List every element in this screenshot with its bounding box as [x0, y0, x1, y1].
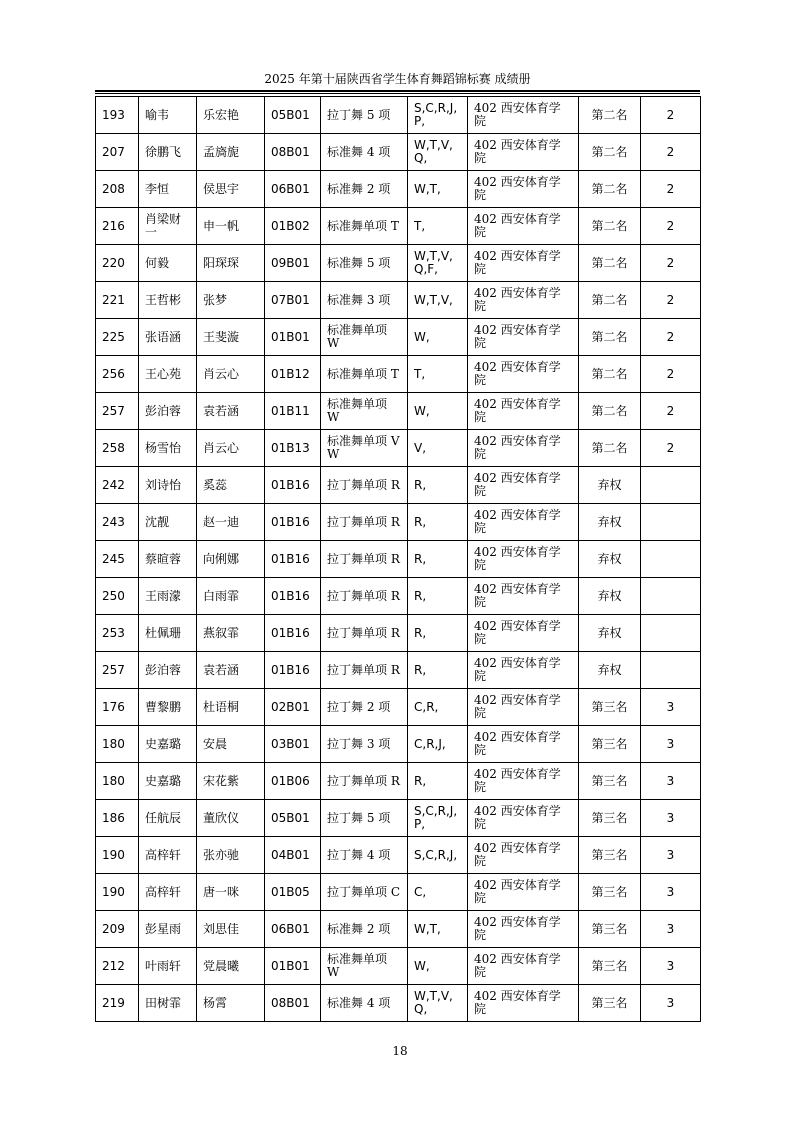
event-cell: 拉丁舞 3 项	[321, 726, 408, 763]
leader-name-cell: 王雨濛	[139, 578, 197, 615]
unit-cell: 402 西安体育学院	[468, 393, 579, 430]
rank-cell: 2	[641, 356, 701, 393]
event-cell: 拉丁舞 5 项	[321, 800, 408, 837]
placement-cell: 第三名	[579, 800, 641, 837]
leader-name-cell: 杨雪怡	[139, 430, 197, 467]
leader-name-cell: 王心苑	[139, 356, 197, 393]
group-code-cell: 06B01	[265, 911, 321, 948]
unit-cell: 402 西安体育学院	[468, 652, 579, 689]
unit-cell: 402 西安体育学院	[468, 911, 579, 948]
results-table-body	[96, 97, 701, 1022]
rank-cell: 3	[641, 948, 701, 985]
header-rule-thick	[95, 90, 700, 92]
leader-name-cell: 高梓轩	[139, 837, 197, 874]
placement-cell: 第三名	[579, 948, 641, 985]
number-cell: 250	[96, 578, 139, 615]
unit-cell: 402 西安体育学院	[468, 874, 579, 911]
event-cell: 拉丁舞单项 R	[321, 763, 408, 800]
dances-cell: R,	[408, 652, 468, 689]
table-row	[96, 319, 701, 356]
event-cell: 拉丁舞单项 R	[321, 615, 408, 652]
placement-cell: 第三名	[579, 985, 641, 1022]
placement-cell: 第二名	[579, 245, 641, 282]
number-cell: 256	[96, 356, 139, 393]
rank-cell: 2	[641, 393, 701, 430]
unit-cell: 402 西安体育学院	[468, 467, 579, 504]
header-rule-thin	[95, 93, 700, 94]
event-cell: 拉丁舞单项 R	[321, 504, 408, 541]
placement-cell: 第二名	[579, 282, 641, 319]
event-cell: 拉丁舞单项 C	[321, 874, 408, 911]
rank-cell: 2	[641, 245, 701, 282]
group-code-cell: 07B01	[265, 282, 321, 319]
number-cell: 258	[96, 430, 139, 467]
placement-cell: 弃权	[579, 504, 641, 541]
number-cell: 208	[96, 171, 139, 208]
number-cell: 212	[96, 948, 139, 985]
placement-cell: 第三名	[579, 837, 641, 874]
number-cell: 216	[96, 208, 139, 245]
unit-cell: 402 西安体育学院	[468, 134, 579, 171]
partner-name-cell: 袁若涵	[197, 393, 265, 430]
group-code-cell: 03B01	[265, 726, 321, 763]
dances-cell: W,T,V,Q,F,	[408, 245, 468, 282]
rank-cell	[641, 467, 701, 504]
event-cell: 标准舞 2 项	[321, 911, 408, 948]
dances-cell: C,R,	[408, 689, 468, 726]
table-row	[96, 97, 701, 134]
placement-cell: 弃权	[579, 467, 641, 504]
unit-cell: 402 西安体育学院	[468, 726, 579, 763]
number-cell: 253	[96, 615, 139, 652]
partner-name-cell: 袁若涵	[197, 652, 265, 689]
event-cell: 拉丁舞 5 项	[321, 97, 408, 134]
event-cell: 拉丁舞单项 R	[321, 467, 408, 504]
partner-name-cell: 侯思宇	[197, 171, 265, 208]
group-code-cell: 01B01	[265, 319, 321, 356]
table-row	[96, 615, 701, 652]
dances-cell: R,	[408, 504, 468, 541]
partner-name-cell: 孟旖旎	[197, 134, 265, 171]
number-cell: 190	[96, 874, 139, 911]
number-cell: 225	[96, 319, 139, 356]
partner-name-cell: 杨霄	[197, 985, 265, 1022]
placement-cell: 第三名	[579, 874, 641, 911]
rank-cell: 3	[641, 689, 701, 726]
leader-name-cell: 张语涵	[139, 319, 197, 356]
rank-cell: 2	[641, 319, 701, 356]
dances-cell: R,	[408, 541, 468, 578]
rank-cell	[641, 578, 701, 615]
unit-cell: 402 西安体育学院	[468, 356, 579, 393]
table-row	[96, 578, 701, 615]
dances-cell: T,	[408, 356, 468, 393]
placement-cell: 第二名	[579, 171, 641, 208]
group-code-cell: 01B16	[265, 467, 321, 504]
event-cell: 拉丁舞单项 R	[321, 541, 408, 578]
table-row	[96, 282, 701, 319]
event-cell: 标准舞单项 T	[321, 208, 408, 245]
group-code-cell: 06B01	[265, 171, 321, 208]
number-cell: 190	[96, 837, 139, 874]
partner-name-cell: 张亦驰	[197, 837, 265, 874]
dances-cell: W,T,V,	[408, 282, 468, 319]
unit-cell: 402 西安体育学院	[468, 504, 579, 541]
group-code-cell: 05B01	[265, 800, 321, 837]
event-cell: 拉丁舞单项 R	[321, 578, 408, 615]
table-row	[96, 504, 701, 541]
dances-cell: S,C,R,J,	[408, 837, 468, 874]
unit-cell: 402 西安体育学院	[468, 245, 579, 282]
rank-cell	[641, 541, 701, 578]
table-row	[96, 763, 701, 800]
unit-cell: 402 西安体育学院	[468, 97, 579, 134]
leader-name-cell: 徐鹏飞	[139, 134, 197, 171]
table-row	[96, 837, 701, 874]
number-cell: 221	[96, 282, 139, 319]
rank-cell: 2	[641, 134, 701, 171]
rank-cell: 3	[641, 837, 701, 874]
partner-name-cell: 申一帆	[197, 208, 265, 245]
unit-cell: 402 西安体育学院	[468, 430, 579, 467]
event-cell: 标准舞单项 W	[321, 319, 408, 356]
dances-cell: S,C,R,J,P,	[408, 97, 468, 134]
group-code-cell: 01B02	[265, 208, 321, 245]
placement-cell: 弃权	[579, 652, 641, 689]
number-cell: 245	[96, 541, 139, 578]
leader-name-cell: 任航辰	[139, 800, 197, 837]
rank-cell	[641, 504, 701, 541]
event-cell: 标准舞 4 项	[321, 985, 408, 1022]
group-code-cell: 08B01	[265, 134, 321, 171]
rank-cell: 3	[641, 874, 701, 911]
rank-cell: 3	[641, 800, 701, 837]
dances-cell: T,	[408, 208, 468, 245]
placement-cell: 弃权	[579, 578, 641, 615]
unit-cell: 402 西安体育学院	[468, 541, 579, 578]
unit-cell: 402 西安体育学院	[468, 763, 579, 800]
leader-name-cell: 喻韦	[139, 97, 197, 134]
table-row	[96, 171, 701, 208]
placement-cell: 第二名	[579, 208, 641, 245]
rank-cell: 3	[641, 763, 701, 800]
dances-cell: R,	[408, 578, 468, 615]
group-code-cell: 01B06	[265, 763, 321, 800]
number-cell: 209	[96, 911, 139, 948]
unit-cell: 402 西安体育学院	[468, 800, 579, 837]
leader-name-cell: 叶雨轩	[139, 948, 197, 985]
unit-cell: 402 西安体育学院	[468, 578, 579, 615]
rank-cell: 3	[641, 726, 701, 763]
event-cell: 标准舞 5 项	[321, 245, 408, 282]
leader-name-cell: 史嘉璐	[139, 726, 197, 763]
partner-name-cell: 阳琛琛	[197, 245, 265, 282]
group-code-cell: 01B11	[265, 393, 321, 430]
unit-cell: 402 西安体育学院	[468, 208, 579, 245]
group-code-cell: 08B01	[265, 985, 321, 1022]
leader-name-cell: 杜佩珊	[139, 615, 197, 652]
dances-cell: C,R,J,	[408, 726, 468, 763]
event-cell: 标准舞 3 项	[321, 282, 408, 319]
number-cell: 257	[96, 393, 139, 430]
number-cell: 257	[96, 652, 139, 689]
group-code-cell: 01B16	[265, 615, 321, 652]
group-code-cell: 01B16	[265, 652, 321, 689]
partner-name-cell: 党晨曦	[197, 948, 265, 985]
dances-cell: W,	[408, 393, 468, 430]
dances-cell: R,	[408, 615, 468, 652]
placement-cell: 弃权	[579, 615, 641, 652]
table-row	[96, 541, 701, 578]
table-row	[96, 948, 701, 985]
partner-name-cell: 张梦	[197, 282, 265, 319]
number-cell: 186	[96, 800, 139, 837]
group-code-cell: 01B01	[265, 948, 321, 985]
rank-cell: 2	[641, 282, 701, 319]
placement-cell: 第二名	[579, 134, 641, 171]
dances-cell: W,T,V,Q,	[408, 985, 468, 1022]
event-cell: 拉丁舞 2 项	[321, 689, 408, 726]
unit-cell: 402 西安体育学院	[468, 689, 579, 726]
group-code-cell: 01B13	[265, 430, 321, 467]
partner-name-cell: 肖云心	[197, 356, 265, 393]
dances-cell: R,	[408, 763, 468, 800]
unit-cell: 402 西安体育学院	[468, 282, 579, 319]
table-row	[96, 134, 701, 171]
placement-cell: 第二名	[579, 430, 641, 467]
leader-name-cell: 蔡暄蓉	[139, 541, 197, 578]
placement-cell: 第三名	[579, 689, 641, 726]
unit-cell: 402 西安体育学院	[468, 948, 579, 985]
partner-name-cell: 唐一咪	[197, 874, 265, 911]
partner-name-cell: 白雨霏	[197, 578, 265, 615]
table-row	[96, 874, 701, 911]
partner-name-cell: 奚蕊	[197, 467, 265, 504]
table-row	[96, 652, 701, 689]
unit-cell: 402 西安体育学院	[468, 319, 579, 356]
event-cell: 标准舞单项 W	[321, 393, 408, 430]
number-cell: 220	[96, 245, 139, 282]
table-row	[96, 726, 701, 763]
event-cell: 标准舞单项 VW	[321, 430, 408, 467]
dances-cell: R,	[408, 467, 468, 504]
leader-name-cell: 彭星雨	[139, 911, 197, 948]
group-code-cell: 01B16	[265, 504, 321, 541]
unit-cell: 402 西安体育学院	[468, 837, 579, 874]
partner-name-cell: 刘思佳	[197, 911, 265, 948]
group-code-cell: 02B01	[265, 689, 321, 726]
partner-name-cell: 赵一迪	[197, 504, 265, 541]
group-code-cell: 04B01	[265, 837, 321, 874]
group-code-cell: 05B01	[265, 97, 321, 134]
rank-cell	[641, 615, 701, 652]
event-cell: 标准舞 4 项	[321, 134, 408, 171]
leader-name-cell: 肖梁财一	[139, 208, 197, 245]
partner-name-cell: 燕叙霏	[197, 615, 265, 652]
table-row	[96, 911, 701, 948]
number-cell: 180	[96, 726, 139, 763]
partner-name-cell: 杜语桐	[197, 689, 265, 726]
leader-name-cell: 彭泊蓉	[139, 393, 197, 430]
number-cell: 242	[96, 467, 139, 504]
table-row	[96, 393, 701, 430]
dances-cell: W,T,V,Q,	[408, 134, 468, 171]
number-cell: 176	[96, 689, 139, 726]
dances-cell: S,C,R,J,P,	[408, 800, 468, 837]
table-row	[96, 689, 701, 726]
dances-cell: V,	[408, 430, 468, 467]
partner-name-cell: 宋花紫	[197, 763, 265, 800]
leader-name-cell: 何毅	[139, 245, 197, 282]
dances-cell: C,	[408, 874, 468, 911]
rank-cell: 2	[641, 97, 701, 134]
table-row	[96, 985, 701, 1022]
rank-cell: 3	[641, 911, 701, 948]
partner-name-cell: 向俐娜	[197, 541, 265, 578]
leader-name-cell: 李恒	[139, 171, 197, 208]
group-code-cell: 09B01	[265, 245, 321, 282]
placement-cell: 第三名	[579, 726, 641, 763]
number-cell: 207	[96, 134, 139, 171]
page-number: 18	[392, 1044, 408, 1058]
placement-cell: 第二名	[579, 97, 641, 134]
leader-name-cell: 田树霏	[139, 985, 197, 1022]
group-code-cell: 01B16	[265, 541, 321, 578]
dances-cell: W,	[408, 319, 468, 356]
partner-name-cell: 安晨	[197, 726, 265, 763]
placement-cell: 弃权	[579, 541, 641, 578]
table-row	[96, 208, 701, 245]
leader-name-cell: 沈靓	[139, 504, 197, 541]
leader-name-cell: 曹黎鹏	[139, 689, 197, 726]
rank-cell: 3	[641, 985, 701, 1022]
partner-name-cell: 王斐漩	[197, 319, 265, 356]
event-cell: 标准舞单项 W	[321, 948, 408, 985]
number-cell: 193	[96, 97, 139, 134]
results-table	[95, 96, 701, 1022]
unit-cell: 402 西安体育学院	[468, 171, 579, 208]
placement-cell: 第二名	[579, 393, 641, 430]
table-row	[96, 430, 701, 467]
placement-cell: 第二名	[579, 356, 641, 393]
placement-cell: 第三名	[579, 911, 641, 948]
rank-cell: 2	[641, 430, 701, 467]
event-cell: 拉丁舞 4 项	[321, 837, 408, 874]
partner-name-cell: 肖云心	[197, 430, 265, 467]
partner-name-cell: 乐宏艳	[197, 97, 265, 134]
table-row	[96, 356, 701, 393]
dances-cell: W,T,	[408, 911, 468, 948]
table-row	[96, 467, 701, 504]
group-code-cell: 01B05	[265, 874, 321, 911]
rank-cell: 2	[641, 171, 701, 208]
number-cell: 180	[96, 763, 139, 800]
group-code-cell: 01B12	[265, 356, 321, 393]
unit-cell: 402 西安体育学院	[468, 615, 579, 652]
group-code-cell: 01B16	[265, 578, 321, 615]
leader-name-cell: 王哲彬	[139, 282, 197, 319]
placement-cell: 第二名	[579, 319, 641, 356]
leader-name-cell: 刘诗怡	[139, 467, 197, 504]
table-row	[96, 245, 701, 282]
rank-cell	[641, 652, 701, 689]
number-cell: 219	[96, 985, 139, 1022]
dances-cell: W,	[408, 948, 468, 985]
leader-name-cell: 彭泊蓉	[139, 652, 197, 689]
partner-name-cell: 董欣仪	[197, 800, 265, 837]
page-header: 2025 年第十届陕西省学生体育舞蹈锦标赛 成绩册	[264, 72, 531, 86]
unit-cell: 402 西安体育学院	[468, 985, 579, 1022]
event-cell: 拉丁舞单项 R	[321, 652, 408, 689]
dances-cell: W,T,	[408, 171, 468, 208]
leader-name-cell: 高梓轩	[139, 874, 197, 911]
event-cell: 标准舞单项 T	[321, 356, 408, 393]
table-row	[96, 800, 701, 837]
number-cell: 243	[96, 504, 139, 541]
leader-name-cell: 史嘉璐	[139, 763, 197, 800]
event-cell: 标准舞 2 项	[321, 171, 408, 208]
placement-cell: 第三名	[579, 763, 641, 800]
rank-cell: 2	[641, 208, 701, 245]
